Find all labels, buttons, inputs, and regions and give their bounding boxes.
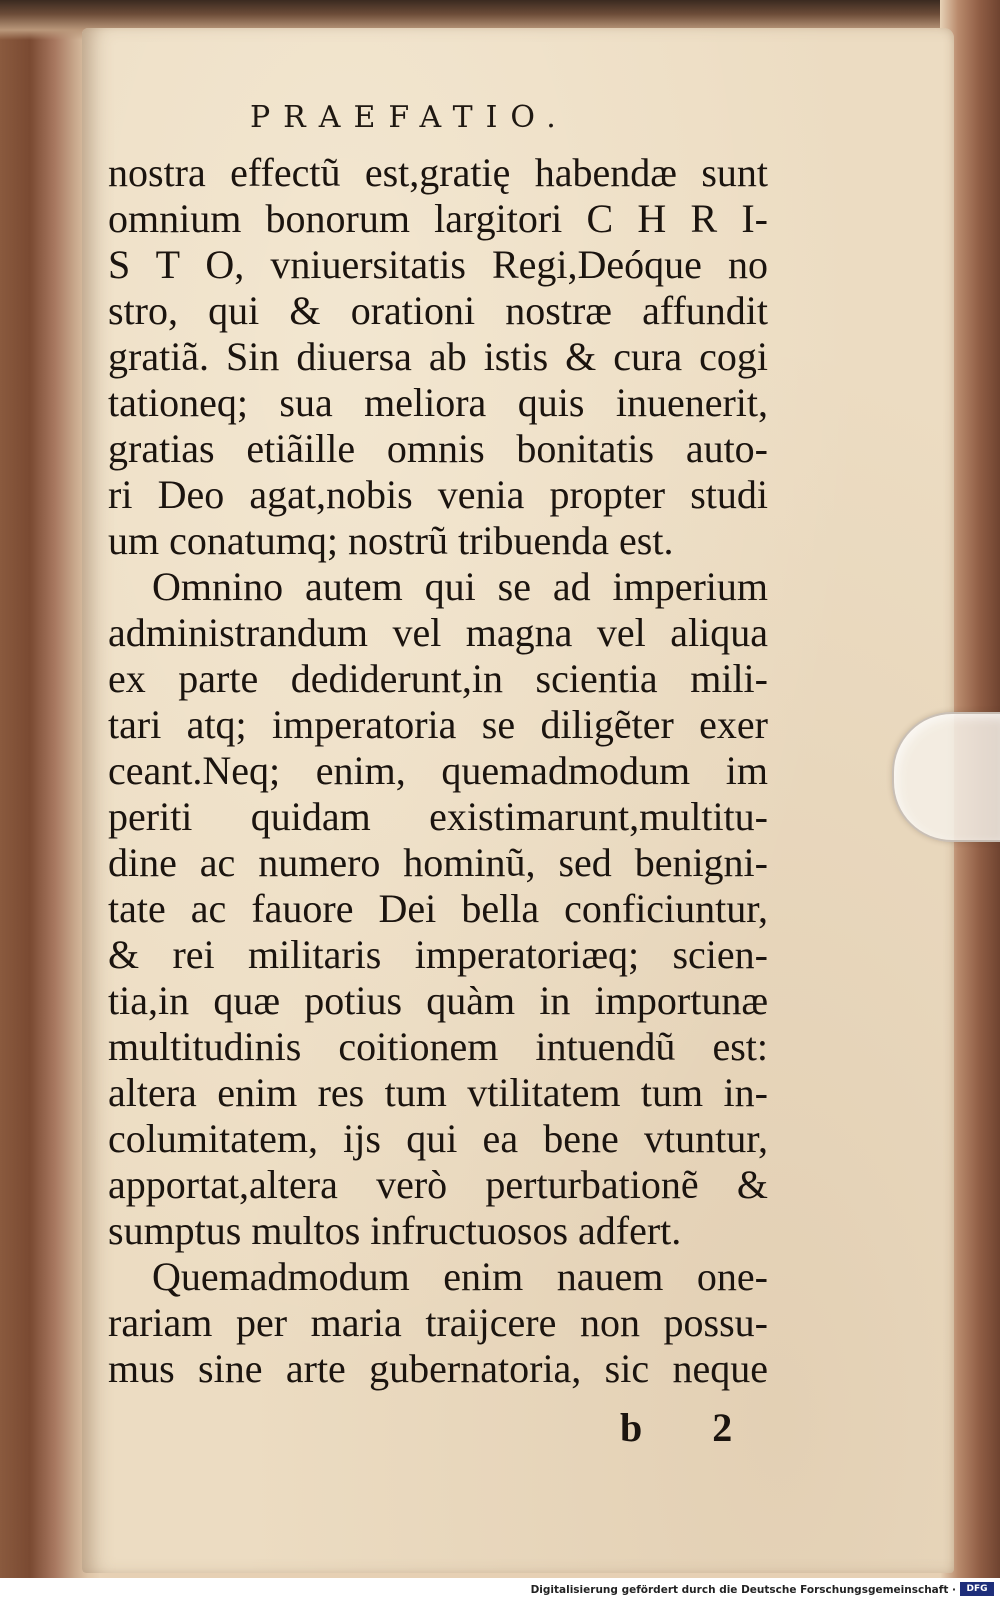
text-line: rariam per maria traijcere non possu- xyxy=(108,1300,768,1345)
text-line: tia,in quæ potius quàm in importunæ xyxy=(108,978,768,1023)
signature-mark: b 2 xyxy=(620,1405,763,1450)
text-line: omnium bonorum largitori C H R I- xyxy=(108,196,768,241)
text-line: multitudinis coitionem intuendũ est: xyxy=(108,1024,768,1069)
text-line: columitatem, ijs qui ea bene vtuntur, xyxy=(108,1116,768,1161)
text-line: Omnino autem qui se ad imperium xyxy=(152,564,768,609)
text-line: Quemadmodum enim nauem one- xyxy=(152,1254,768,1299)
text-line: sumptus multos infructuosos adfert. xyxy=(108,1208,682,1253)
text-line: dine ac numero hominũ, sed benigni- xyxy=(108,840,768,885)
dfg-logo: DFG xyxy=(960,1582,994,1596)
funding-credit: Digitalisierung gefördert durch die Deutsche Forschungsgemeinschaft · xyxy=(530,1584,956,1596)
text-line: altera enim res tum vtilitatem tum in- xyxy=(108,1070,768,1115)
text-line: nostra effectũ est,gratię habendæ sunt xyxy=(108,150,768,195)
running-head: PRAEFATIO. xyxy=(250,100,569,135)
text-line: periti quidam existimarunt,multitu- xyxy=(108,794,768,839)
body-text xyxy=(108,150,768,1392)
text-line: tationeq; sua meliora quis inuenerit, xyxy=(108,380,768,425)
text-line: & rei militaris imperatoriæq; scien- xyxy=(108,932,768,977)
text-line: stro, qui & orationi nostræ affundit xyxy=(108,288,768,333)
page-clip xyxy=(892,712,1000,842)
text-line: gratiã. Sin diuersa ab istis & cura cogi xyxy=(108,334,768,379)
footer-bar xyxy=(0,1578,1000,1599)
text-line: um conatumq; nostrũ tribuenda est. xyxy=(108,518,674,563)
text-line: administrandum vel magna vel aliqua xyxy=(108,610,768,655)
text-line: ex parte dediderunt,in scientia mili- xyxy=(108,656,768,701)
text-line: tari atq; imperatoria se diligẽter exer xyxy=(108,702,768,747)
text-line: S T O, vniuersitatis Regi,Deóque no xyxy=(108,242,768,287)
text-line: ceant.Neq; enim, quemadmodum im xyxy=(108,748,768,793)
text-line: tate ac fauore Dei bella conficiuntur, xyxy=(108,886,768,931)
text-line: mus sine arte gubernatoria, sic neque xyxy=(108,1346,768,1391)
text-line: apportat,altera verò perturbationẽ & xyxy=(108,1162,768,1207)
text-line: ri Deo agat,nobis venia propter studi xyxy=(108,472,768,517)
text-line: gratias etiãille omnis bonitatis auto- xyxy=(108,426,768,471)
